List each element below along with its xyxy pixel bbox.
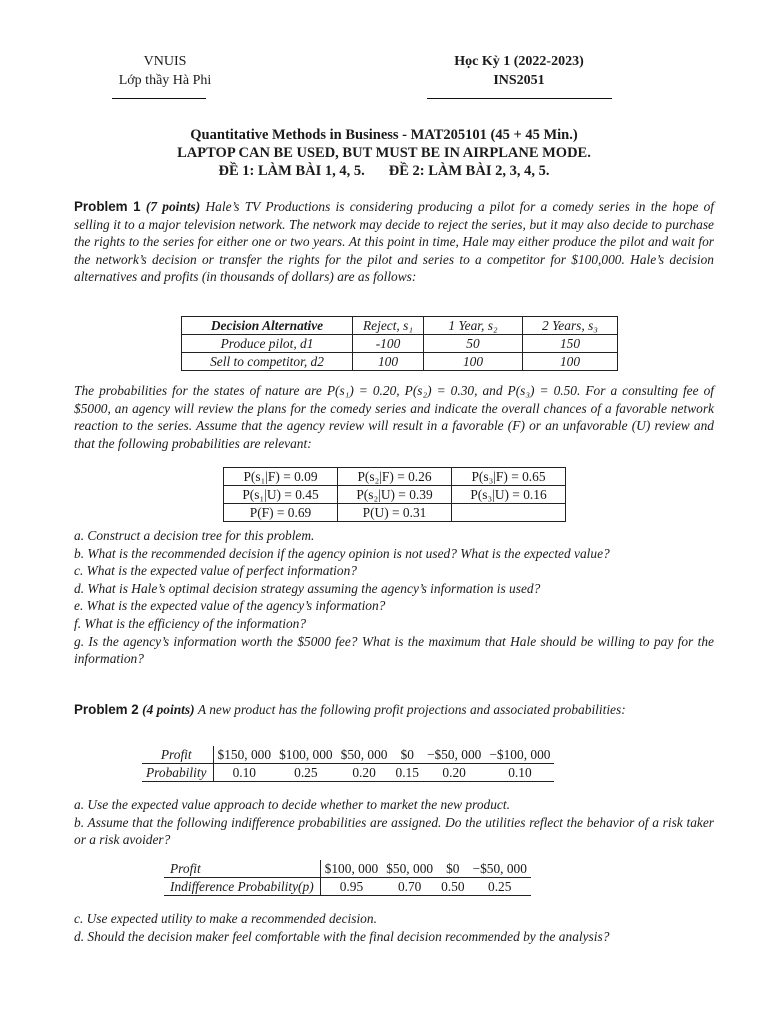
exam-rule: LAPTOP CAN BE USED, BUT MUST BE IN AIRPLANE MODE. — [177, 145, 591, 161]
table-cell — [452, 504, 566, 522]
table-header: Reject, s₁ — [353, 317, 424, 335]
exam-titles — [60, 126, 708, 180]
table-cell: 150 — [523, 335, 618, 353]
table-cell: −$50, 000 — [423, 746, 485, 764]
table-cell: 0.70 — [382, 878, 437, 896]
table-cell: P(s₁|F) = 0.09 — [224, 468, 338, 486]
table-row — [224, 504, 566, 522]
question-a: a. Construct a decision tree for this problem. — [74, 528, 315, 543]
table-cell: −$50, 000 — [469, 860, 531, 878]
table-cell: P(s₂|U) = 0.39 — [338, 486, 452, 504]
question-d: d. Should the decision maker feel comfortable with the final decision recommended by the analysis? — [74, 928, 610, 944]
table-cell: $50, 000 — [337, 746, 392, 764]
profit-table — [142, 746, 554, 782]
table-header: 1 Year, s₂ — [424, 317, 523, 335]
indifference-table — [164, 860, 531, 896]
table-row — [142, 746, 554, 764]
profit-label: Profit — [164, 860, 320, 878]
question-e: e. What is the expected value of the agency’s information? — [74, 598, 386, 614]
table-cell: $0 — [437, 860, 468, 878]
table-cell: 0.95 — [320, 878, 382, 896]
problem1-questions — [74, 527, 714, 668]
table-cell: 50 — [424, 335, 523, 353]
table-cell: 0.15 — [392, 764, 423, 782]
problem2-points: (4 points) — [142, 702, 195, 717]
table-cell: 0.25 — [275, 764, 337, 782]
table-row — [164, 860, 531, 878]
problem2-heading: Problem 2 — [74, 702, 139, 717]
table-row — [182, 353, 618, 371]
question-d: d. What is Hale’s optimal decision strategy assuming the agency’s information is used? — [74, 580, 541, 596]
question-a: a. Use the expected value approach to decide whether to market the new product. — [74, 797, 510, 812]
problem1-heading: Problem 1 — [74, 199, 141, 214]
school-name: VNUIS — [143, 54, 187, 69]
payoff-table — [181, 316, 618, 371]
table-cell: P(s₃|U) = 0.16 — [452, 486, 566, 504]
table-cell: -100 — [353, 335, 424, 353]
question-c: c. What is the expected value of perfect information? — [74, 563, 357, 579]
exam-variants — [60, 162, 708, 180]
table-cell: P(F) = 0.69 — [224, 504, 338, 522]
problem1-points: (7 points) — [145, 199, 201, 214]
table-row — [182, 335, 618, 353]
table-cell: −$100, 000 — [485, 746, 554, 764]
table-header: Decision Alternative — [182, 317, 353, 335]
table-cell: $100, 000 — [320, 860, 382, 878]
table-header-row — [182, 317, 618, 335]
variant-2: ĐỀ 2: LÀM BÀI 2, 3, 4, 5. — [388, 163, 550, 179]
profit-label: Profit — [142, 746, 213, 764]
table-cell: 100 — [353, 353, 424, 371]
table-row — [224, 486, 566, 504]
indifference-label: Indifference Probability(p) — [164, 878, 320, 896]
table-cell: $50, 000 — [382, 860, 437, 878]
table-cell: P(s₂|F) = 0.26 — [338, 468, 452, 486]
table-cell: 0.50 — [437, 878, 468, 896]
table-cell: 100 — [523, 353, 618, 371]
table-row — [224, 468, 566, 486]
table-cell: 0.20 — [423, 764, 485, 782]
header-right — [410, 52, 628, 90]
table-row — [164, 878, 531, 896]
table-row — [142, 764, 554, 782]
problem2-text: A new product has the following profit projections and associated probabilities: — [197, 702, 626, 717]
question-b: b. Assume that the following indifference probabilities are assigned. Do the utilities reflect the behavior of a risk taker or a risk avoider? — [74, 814, 714, 848]
problem1-text: Hale’s TV Productions is considering producing a pilot for a comedy series in the hope of selling it to a major television network. The network may decide to reject the series, but it may also decide to purchase the rights to the series for either one or two years. At this point in time, Hale may either produce the pilot and wait for the network’s decision or transfer the rights for the pilot and series to a competitor for $100,000. Hale’s decision alternatives and profits (in thousands of dollars) are as follows: — [74, 199, 714, 285]
problem2-intro — [74, 701, 714, 719]
class-name: Lớp thầy Hà Phi — [118, 73, 212, 88]
problem2-questions-ab — [74, 796, 714, 849]
table-cell: P(U) = 0.31 — [338, 504, 452, 522]
header-rule-right — [427, 98, 612, 99]
table-cell: 100 — [424, 353, 523, 371]
probability-label: Probability — [142, 764, 213, 782]
problem2-questions-cd — [74, 910, 714, 945]
table-cell: 0.10 — [485, 764, 554, 782]
table-cell: Produce pilot, d1 — [182, 335, 353, 353]
table-cell: 0.10 — [213, 764, 275, 782]
table-cell: $0 — [392, 746, 423, 764]
question-f: f. What is the efficiency of the information? — [74, 615, 307, 631]
semester: Học Kỳ 1 (2022-2023) — [454, 54, 584, 69]
course-code: INS2051 — [493, 73, 545, 88]
table-cell: $100, 000 — [275, 746, 337, 764]
problem1-probabilities-text: The probabilities for the states of nature are P(s₁) = 0.20, P(s₂) = 0.30, and P(s₃) = 0.50. For a consulting fee of $5000, an agency will review the plans for the comedy series and indicate the overall chances of a favorable network reaction to the series. Assume that the agency review will result in a favorable (F) or an unfavorable (U) review and that the following probabilities are relevant: — [74, 383, 714, 451]
probability-table — [223, 467, 566, 522]
exam-title: Quantitative Methods in Business - MAT205101 (45 + 45 Min.) — [190, 127, 578, 143]
table-cell: Sell to competitor, d2 — [182, 353, 353, 371]
table-cell: 0.25 — [469, 878, 531, 896]
question-g: g. Is the agency’s information worth the $5000 fee? What is the maximum that Hale should be willing to pay for the information? — [74, 633, 714, 667]
problem1-intro — [74, 198, 714, 286]
question-c: c. Use expected utility to make a recommended decision. — [74, 911, 377, 926]
table-cell: $150, 000 — [213, 746, 275, 764]
table-cell: 0.20 — [337, 764, 392, 782]
question-b: b. What is the recommended decision if the agency opinion is not used? What is the expected value? — [74, 545, 610, 561]
table-cell: P(s₃|F) = 0.65 — [452, 468, 566, 486]
table-header: 2 Years, s₃ — [523, 317, 618, 335]
variant-1: ĐỀ 1: LÀM BÀI 1, 4, 5. — [218, 163, 365, 179]
header-left — [60, 52, 270, 90]
table-cell: P(s₁|U) = 0.45 — [224, 486, 338, 504]
header-rule-left — [112, 98, 206, 99]
